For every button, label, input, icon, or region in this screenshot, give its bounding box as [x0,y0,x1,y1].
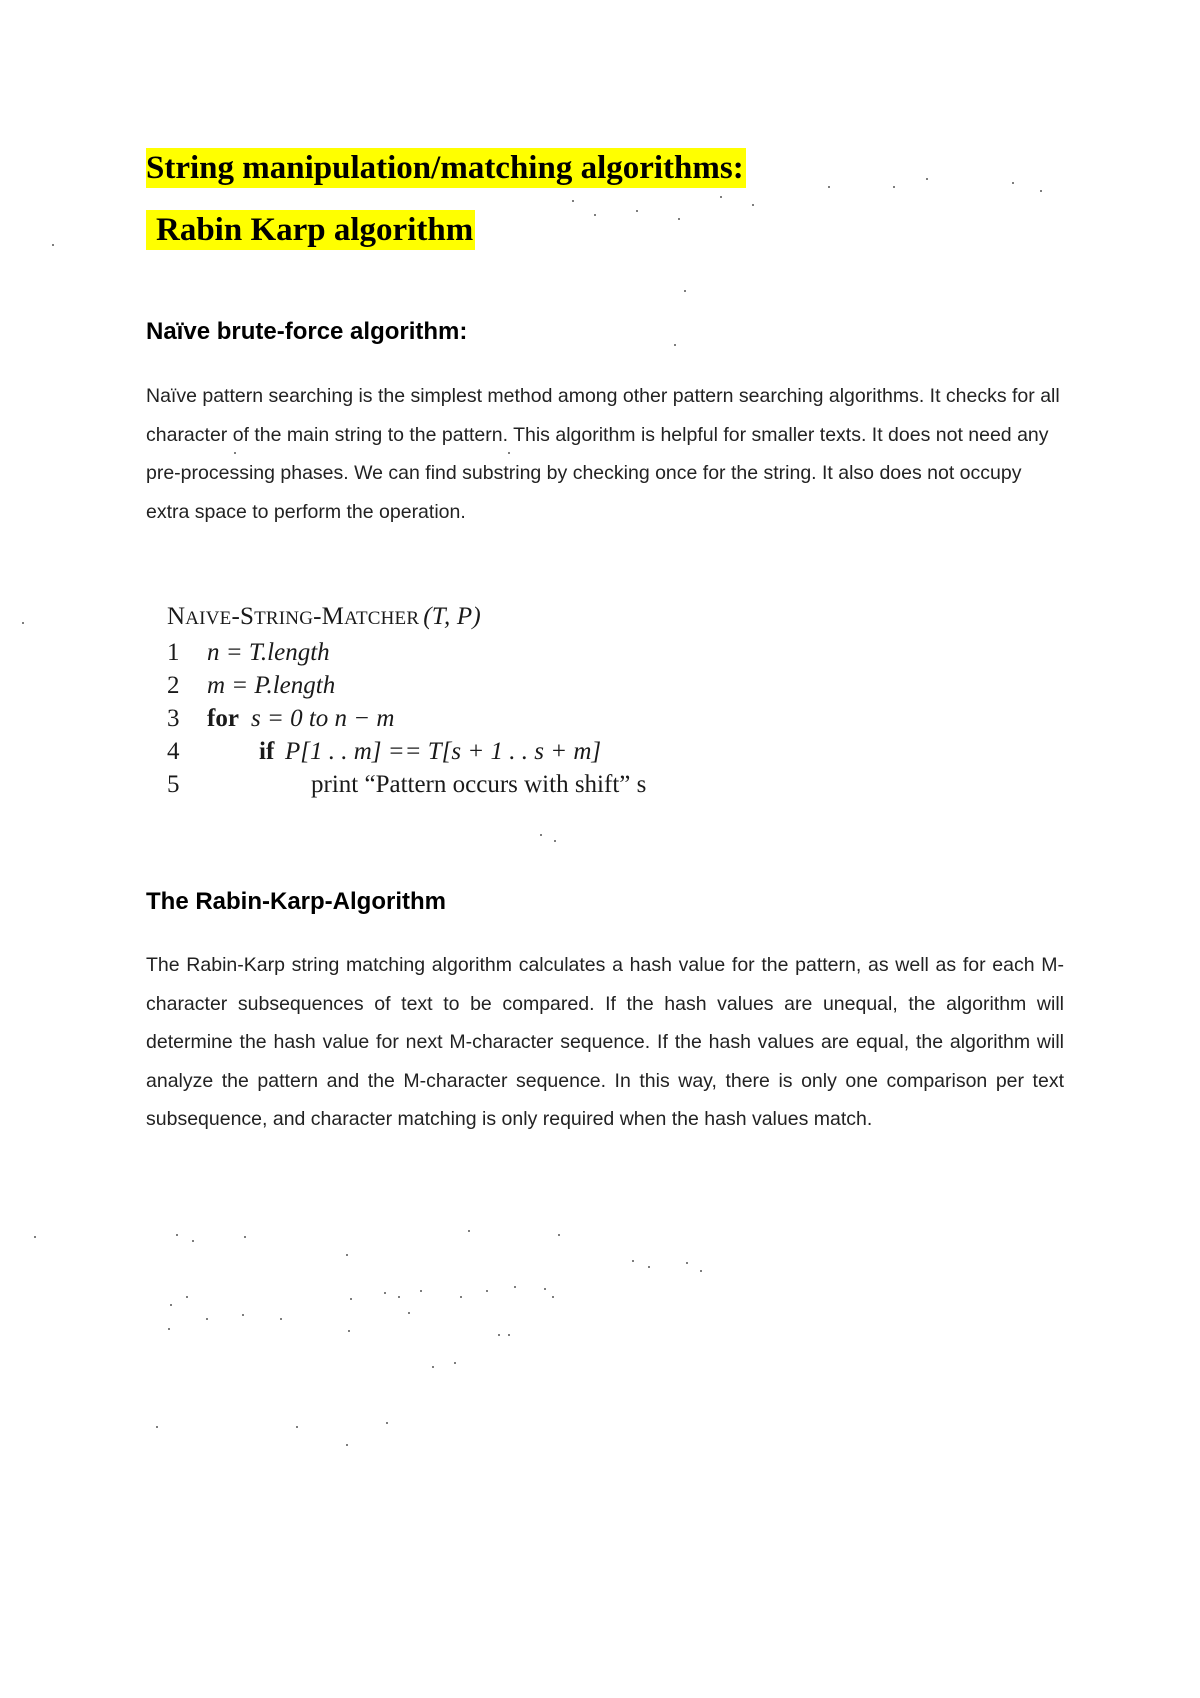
pseudocode-title [167,600,481,636]
scan-speck [454,1362,456,1364]
pseudocode-keyword: for [207,705,239,732]
scan-speck [460,1296,462,1298]
scan-speck [386,1422,388,1424]
scan-speck [206,1318,208,1320]
scan-speck [752,204,754,206]
scan-speck [552,1296,554,1298]
scan-speck [648,1266,650,1268]
scan-speck [168,1328,170,1330]
document-title-line-1: String manipulation/matching algorithms: [146,150,744,186]
section-heading-rabin-karp: The Rabin-Karp-Algorithm [146,888,446,915]
scan-speck [348,1330,350,1332]
scan-speck [498,1334,500,1336]
scan-speck [514,1286,516,1288]
pseudocode-line-number: 4 [167,738,180,765]
scan-speck [420,1290,422,1292]
scan-speck [636,210,638,212]
scan-speck [432,1366,434,1368]
pseudocode-title-part: -S [231,603,255,630]
scan-speck [686,1262,688,1264]
pseudocode-line-number: 2 [167,672,180,699]
scan-speck [674,344,676,346]
scan-speck [280,1318,282,1320]
section-heading-naive: Naïve brute-force algorithm: [146,318,468,345]
pseudocode-line-number: 1 [167,639,180,666]
scan-speck [893,186,895,188]
pseudocode-title-part: AIVE [185,608,232,629]
pseudocode-line [167,702,481,735]
scan-speck [486,1290,488,1292]
scan-speck [540,834,542,836]
scan-speck [508,452,510,454]
scan-speck [720,196,722,198]
pseudocode-line [167,669,481,702]
pseudocode-title-part: -M [313,603,345,630]
scan-speck [346,1444,348,1446]
pseudocode-line [167,735,602,768]
section-paragraph-rabin-karp: The Rabin-Karp string matching algorithm calculates a hash value for the pattern, as well as for each M-character subsequences of text to be compared. If the hash values are unequal, the algorithm will determine the hash value for next M-character sequence. If the hash values are equal, the algorithm will analyze the pattern and the M-character sequence. In this way, there is only one comparison per text subsequence, and character matching is only required when the hash values match. [146,954,1064,1130]
scan-speck [558,1234,560,1236]
pseudocode-title-part: N [167,603,186,630]
scan-speck [296,1426,298,1428]
pseudocode-line-code: print “Pattern occurs with shift” s [311,771,647,798]
pseudocode-line-code: n = T.length [207,639,330,666]
scan-speck [170,1304,172,1306]
pseudocode-line-number: 3 [167,705,180,732]
scan-speck [176,1234,178,1236]
scan-speck [572,200,574,202]
pseudocode-title-part: TRING [254,608,314,629]
scan-speck [408,1312,410,1314]
scan-speck [244,1236,246,1238]
scan-speck [234,452,236,454]
pseudocode-title-part: ATCHER [344,608,420,629]
pseudocode-figure [167,600,647,801]
scan-speck [1012,182,1014,184]
scan-speck [384,1292,386,1294]
pseudocode-line-code: m = P.length [207,672,336,699]
scan-speck [156,1426,158,1428]
pseudocode-keyword: if [259,738,275,765]
scan-speck [1040,190,1042,192]
pseudocode-line-code: s = 0 to n − m [251,705,395,732]
scan-speck [554,840,556,842]
scan-speck [684,290,686,292]
scan-speck [346,1254,348,1256]
scan-speck [350,1298,352,1300]
scan-speck [34,1236,36,1238]
scan-speck [828,186,830,188]
pseudocode-line [167,636,481,669]
scan-speck [242,1314,244,1316]
scan-speck [192,1240,194,1242]
pseudocode-line [167,768,647,801]
scan-speck [468,1230,470,1232]
scan-speck [678,218,680,220]
document-title-line-2: Rabin Karp algorithm [146,210,475,250]
section-paragraph-naive: Naïve pattern searching is the simplest method among other pattern searching algorithms. It checks for all character of the main string to the pattern. This algorithm is helpful for smaller texts. It does not need any pre-processing phases. We can find substring by checking once for the string. It also does not occupy extra space to perform the operation. [146,385,1060,523]
pseudocode-line-code: P[1 . . m] == T[s + 1 . . s + m] [285,738,602,765]
scan-speck [508,1334,510,1336]
scan-speck [186,1296,188,1298]
scan-speck [22,622,24,624]
pseudocode-line-number: 5 [167,771,180,798]
scan-speck [926,178,928,180]
scan-speck [398,1296,400,1298]
scan-speck [52,244,54,246]
scan-speck [594,214,596,216]
scan-speck [632,1260,634,1262]
pseudocode-params: (T, P) [423,603,481,630]
scan-speck [700,1270,702,1272]
scan-speck [544,1288,546,1290]
